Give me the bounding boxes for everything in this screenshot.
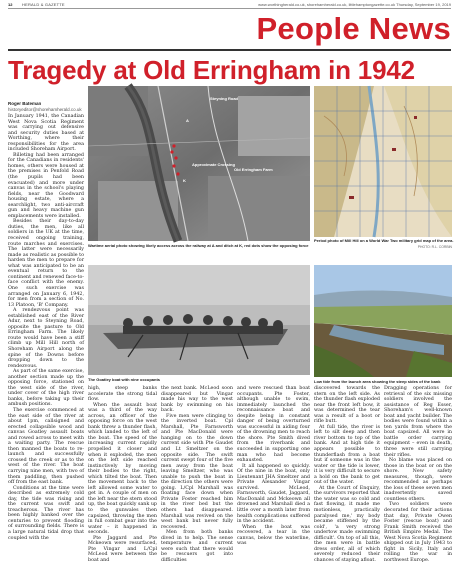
body-column-5: [314, 386, 380, 563]
goatley-boat-photo: [88, 265, 310, 375]
paragraph: Conditions at the time were described as extremely cold day, the tide was rising and the current was swift and treacherous. The river has been highly banked over the centuries to prevent flooding of surrounding fields. There is a large natural tidal drop that coupled with the: [8, 485, 84, 541]
paragraph: It all happened so quickly. Of the nine in the boat, only Lieutenant JHA Smeltzer and Private Alexander Vingar survived. McLeod, Farnsworth, Gaudet, Jaggard, MacDonald and Mckeown all drowned and Marshall died a little over a month later from health complications suffered in the accident.: [237, 463, 310, 525]
paragraph: Men from both banks dived in to help. The sense temperature and current were such that there would be rescuers got into difficulties: [161, 530, 233, 563]
photo-label-road: Steyning Road: [210, 96, 239, 101]
byline-name: Roger Bateman: [8, 101, 42, 106]
paragraph: At full tide, the river is left to silt deep and then river bottom to top of the bank. And at high tide it appears possible to thunderflash from a boat but if someone was in the water or the tide is lower, it is very difficult to secure a hold on the bank to get out of the water.: [314, 424, 380, 486]
aerial-photo: [88, 86, 310, 241]
paragraph: discovered towards the stern on the left side. As the thunder flash exploded near the front left bow, it was determined the tear was a result of a boot or rifle butt.: [314, 386, 380, 425]
grid-map-image: [314, 86, 452, 237]
paragraph: Besides their day-to-day duties, the men, like all soldiers in the UK at the time, received ongoing training, route marches and exercises. The latter were necessarily made as realistic as possible to harden the men to prepare for what was anticipated to be an eventual return to the continent and renewed face-to-face conflict with the enemy. One such exercise was arranged on January 6, 1942, for men from a section of No. 13 Platoon, 'B' Company.: [8, 219, 84, 308]
publication-name: HERALD & GAZETTE: [22, 2, 65, 7]
section-title: People News: [256, 11, 451, 46]
paragraph: When the assault boat was a third of the way across, an officer of the opposing force on the west bank threw a thunder flash, which landed to the left of the boat. The speed of the increasing current rapidly propelled it closer and when it exploded, the men on the left side reached instinctively by moving their bodies to the right, which tilted the boat. Then the movement back to the left allowed some water to get in. A couple of men on the left near the stern stood up, the boat quickly sank up to the gunwales then capsized, throwing the men in full combat gear into the water – it happened in seconds.: [88, 402, 157, 536]
caption-boat: The Goatley boat with nine occupants: [88, 377, 161, 382]
caption-map: Period photo of Mill Hill on a World War Two military grid map of the area.: [314, 238, 454, 243]
article-headline: Tragedy at Old Erringham in 1942: [8, 55, 415, 85]
paragraph: Pte Jaggard and Pte Mckeown were resurfaced, Pte Vingar and L/Cpl McLeod were between the boat and: [88, 535, 157, 563]
paragraph: the next bank. McLeod soon disappeared but Vingar made his way to the west bank by swimming on his back.: [161, 386, 233, 414]
page-number: 12: [8, 2, 13, 7]
byline-email: historyeditor@shorehamherald.co.uk: [8, 107, 82, 112]
paragraph: In January 1941, the Canadian West Nova Scotia Regiment was carrying out defensive and security duties based at Worthing, where their responsibilities for the area included Shoreham Airport.: [8, 114, 84, 153]
paragraph: A rendezvous point was established east of the River Adur, next to Steyning Road, opposite the pasture to Old Erringham Farm. The likely route would have been a stiff climb up Mill Hill north of Shoreham Airport along the spine of the Downs before dropping down to the rendezvous.: [8, 308, 84, 369]
caption-river: Low tide from the launch area showing the steep sides of the bank: [314, 379, 441, 384]
paragraph: Billeting had been arranged for the Canadians in residents' homes, others were housed at the premises in Penfold Road (the pupils had been evacuated) and more under canvas in the school's playing fields, near the Goodward housing estate, where a searchlight, two anti-aircraft gun and heavy machine gun emplacements were installed.: [8, 152, 84, 219]
photo-label-crossing: Approximate Crossing: [192, 162, 235, 167]
grid-map: [314, 86, 452, 237]
paragraph: As part of the same exercise, another section made up the opposing force, stationed on the west side of the river, under cover of the high river banks, before taking up their ambush positions.: [8, 369, 84, 408]
folio-url-line: www.worthingherald.co.uk, shorehamherald.co.uk, littlehamptongazette.co.uk Thursday, September 19, 2019: [258, 2, 451, 7]
photo-label-k: K: [183, 178, 186, 183]
map-photo-credit: PHOTO: R.L. CORBIN: [417, 245, 452, 249]
paragraph: When the boat was recovered, a tear in the canvas, below the waterline, was: [237, 524, 310, 547]
paragraph: high, steep banks accelerate the strong tidal flow.: [88, 386, 157, 403]
paragraph: Two soldiers were decorated for their actions that day, Private Owen Foster (rescue boat) and Frank Smith received the British Empire Medal. The West Nova Scotia Regiment shipped out in July 1943 to fight in Sicily, Italy and rolling the war in northwest Europe.: [384, 502, 452, 563]
photo-label-farm: Old Erringham Farm: [234, 167, 273, 172]
body-column-4: [237, 386, 310, 548]
goatley-boat-image: [88, 265, 310, 375]
aerial-photo-image: [88, 86, 310, 241]
river-low-tide-photo: [314, 265, 452, 377]
byline: [8, 101, 82, 113]
photo-label-a: A: [186, 118, 189, 123]
paragraph: Dragging operations for retrieval of the six missing soldiers involved the assistance of Reg Esser, Shoreham's well-known boat and yacht builder. The bodies were found within a ten yards from where the boat capsized. All were in battle order carrying equipment – even in death, three were still carrying their rifles.: [384, 386, 452, 458]
body-column-6: [384, 386, 452, 563]
body-column-2: [88, 386, 157, 563]
paragraph: No blame was placed on those in the boat or on the shore. New safety measures, though, were recommended as perhaps the loss of these seven men inadvertently saved countless others.: [384, 458, 452, 502]
paragraph: and were rescued than boat occupants. Pte Foster, although unable to swim, immediately launched the reconnaissance boat and despite being in constant danger of being overturned was successful in aiding four of the drowning men to reach the shore. Pte Smith dived from the riverbank and succeeded in supporting one man who had become exhausted.: [237, 386, 310, 464]
river-low-tide-image: [314, 265, 452, 377]
paragraph: At the Court of Enquiry, the survivors reported that the water was so cold and fast flowing, it made me motionless, practically paralysed me,' my body became stiffened by the cold', 'a very strong undertow made swimming difficult'. On top of all this, the men were in battle dress order, all of which severely reduced their chances of staying afloat.: [314, 485, 380, 563]
section-rule: [8, 49, 451, 51]
paragraph: The exercise commenced at the east side of the river at about 1pm, callsigned and erected collapsible wood and canvas Goatley assault boats and rowed across to meet with a waiting party. The rescue then manned the boats to re-launch and successfully crossed the creek or as to the west of the river. The boat carrying nine men, with two of them paddling, then pushed off from the east bank.: [8, 407, 84, 486]
body-column-3: [161, 386, 233, 563]
caption-aerial: Wartime aerial photo showing likely access across the railway at A and ditch at K, red dots show the opposing force: [88, 243, 309, 248]
paragraph: Five men were clinging to the inverted boat. Cpl Marshall, Pte Farnsworth and Pte MacDonald were hanging on to the down current side with Pte Gaudet and Lt Smeltzer on the opposite side. The swift current swept four of the five men away from the boat leaving Smeltzer, who was unable to push the boat in the direction the others were going. L/Cpl Marshall was floating face down when Private Foster reached him in the river bed but the others had disappeared. Marshall was revived on the west bank but never fully recovered.: [161, 413, 233, 530]
body-column-1: [8, 114, 84, 548]
